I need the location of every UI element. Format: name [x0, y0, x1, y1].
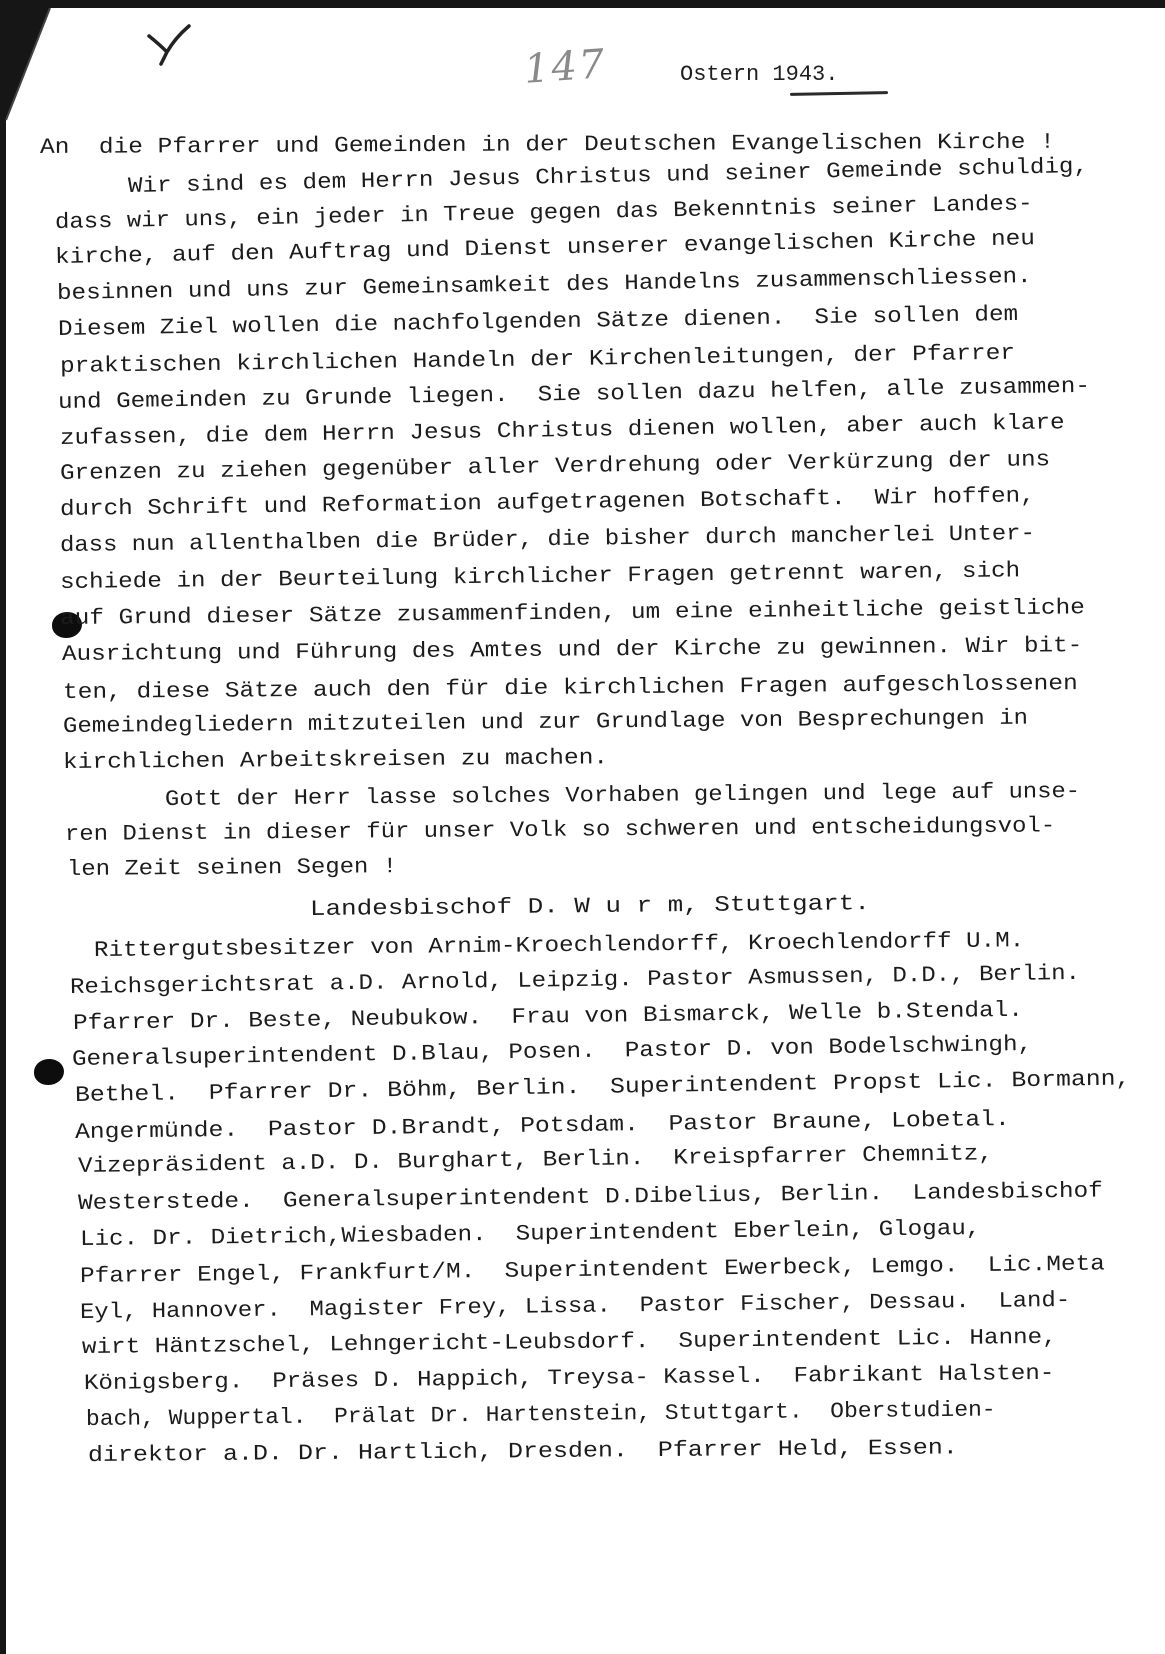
signatory-line: Vizepräsident a.D. D. Burghart, Berlin. Kreispfarrer Chemnitz,: [77, 1141, 994, 1179]
signatory-line: bach, Wuppertal. Prälat Dr. Hartenstein, Stuttgart. Oberstudien-: [85, 1397, 996, 1432]
body-line: Ausrichtung und Führung des Amtes und der Kirche zu gewinnen. Wir bit-: [61, 633, 1083, 667]
body-line: schiede in der Beurteilung kirchlicher Fragen getrennt waren, sich: [59, 558, 1021, 595]
signatory-line: direktor a.D. Dr. Hartlich, Dresden. Pfarrer Held, Essen.: [87, 1435, 958, 1468]
body-line: ten, diese Sätze auch den für die kirchlichen Fragen aufgeschlossenen: [62, 671, 1078, 705]
signatory-line: Königsberg. Präses D. Happich, Treysa- Kassel. Fabrikant Halsten-: [83, 1360, 1055, 1396]
signature-line: Landesbischof D. W u r m, Stuttgart.: [309, 891, 870, 922]
folio-number: 147: [522, 41, 608, 93]
signatory-line: Rittergutsbesitzer von Arnim-Kroechlendorff, Kroechlendorff U.M.: [93, 928, 1025, 963]
signatory-line: Pfarrer Dr. Beste, Neubukow. Frau von Bismarck, Welle b.Stendal.: [72, 997, 1024, 1036]
signatory-line: Lic. Dr. Dietrich,Wiesbaden. Superintendent Eberlein, Glogau,: [79, 1216, 981, 1252]
body-line: kirche, auf den Auftrag und Dienst unserer evangelischen Kirche neu: [54, 226, 1036, 270]
signatory-line: Generalsuperintendent D.Blau, Posen. Pastor D. von Bodelschwingh,: [71, 1031, 1033, 1072]
dateline: Ostern 1943.: [680, 62, 839, 87]
signatory-line: Reichsgerichtsrat a.D. Arnold, Leipzig. Pastor Asmussen, D.D., Berlin.: [69, 960, 1081, 1000]
signatory-line: Eyl, Hannover. Magister Frey, Lissa. Pastor Fischer, Dessau. Land-: [79, 1287, 1071, 1325]
body-line: dass nun allenthalben die Brüder, die bisher durch mancherlei Unter-: [59, 521, 1036, 558]
body-line: Diesem Ziel wollen die nachfolgenden Sätze dienen. Sie sollen dem: [57, 301, 1019, 342]
body-line: besinnen und uns zur Gemeinsamkeit des Handelns zusammenschliessen.: [56, 263, 1032, 306]
body-line: praktischen kirchlichen Handeln der Kirchenleitungen, der Pfarrer: [59, 340, 1016, 379]
body-line: Gott der Herr lasse solches Vorhaben gelingen und lege auf unse-: [164, 779, 1081, 812]
body-line: auf Grund dieser Sätze zusammenfinden, um eine einheitliche geistliche: [59, 595, 1085, 631]
signatory-line: Angermünde. Pastor D.Brandt, Potsdam. Pastor Braune, Lobetal.: [74, 1106, 1010, 1145]
body-line: Wir sind es dem Herrn Jesus Christus und seiner Gemeinde schuldig,: [127, 153, 1089, 199]
signatory-line: Bethel. Pfarrer Dr. Böhm, Berlin. Superintendent Propst Lic. Bormann,: [74, 1066, 1131, 1108]
body-line: zufassen, die dem Herrn Jesus Christus dienen wollen, aber auch klare: [59, 410, 1065, 451]
signatory-line: Westerstede. Generalsuperintendent D.Dibelius, Berlin. Landesbischof: [77, 1178, 1103, 1216]
body-line: Grenzen zu ziehen gegenüber aller Verdrehung oder Verkürzung der uns: [59, 447, 1051, 486]
signatory-line: Pfarrer Engel, Frankfurt/M. Superintendent Ewerbeck, Lemgo. Lic.Meta: [79, 1251, 1105, 1289]
body-line: und Gemeinden zu Grunde liegen. Sie sollen dazu helfen, alle zusammen-: [57, 373, 1091, 415]
body-line: ren Dienst in dieser für unser Volk so schweren und entscheidungsvol-: [64, 813, 1056, 847]
body-line: durch Schrift und Reformation aufgetragenen Botschaft. Wir hoffen,: [59, 483, 1035, 522]
body-line: len Zeit seinen Segen !: [66, 854, 398, 882]
salutation: An die Pfarrer und Gemeinden in der Deutschen Evangelischen Kirche !: [39, 129, 1055, 160]
signatory-line: wirt Häntzschel, Lehngericht-Leubsdorf. Superintendent Lic. Hanne,: [81, 1324, 1057, 1360]
body-line: kirchlichen Arbeitskreisen zu machen.: [62, 745, 609, 775]
body-line: dass wir uns, ein jeder in Treue gegen das Bekenntnis seiner Landes-: [54, 191, 1033, 235]
body-line: Gemeindegliedern mitzuteilen und zur Grundlage von Besprechungen in: [62, 705, 1029, 739]
